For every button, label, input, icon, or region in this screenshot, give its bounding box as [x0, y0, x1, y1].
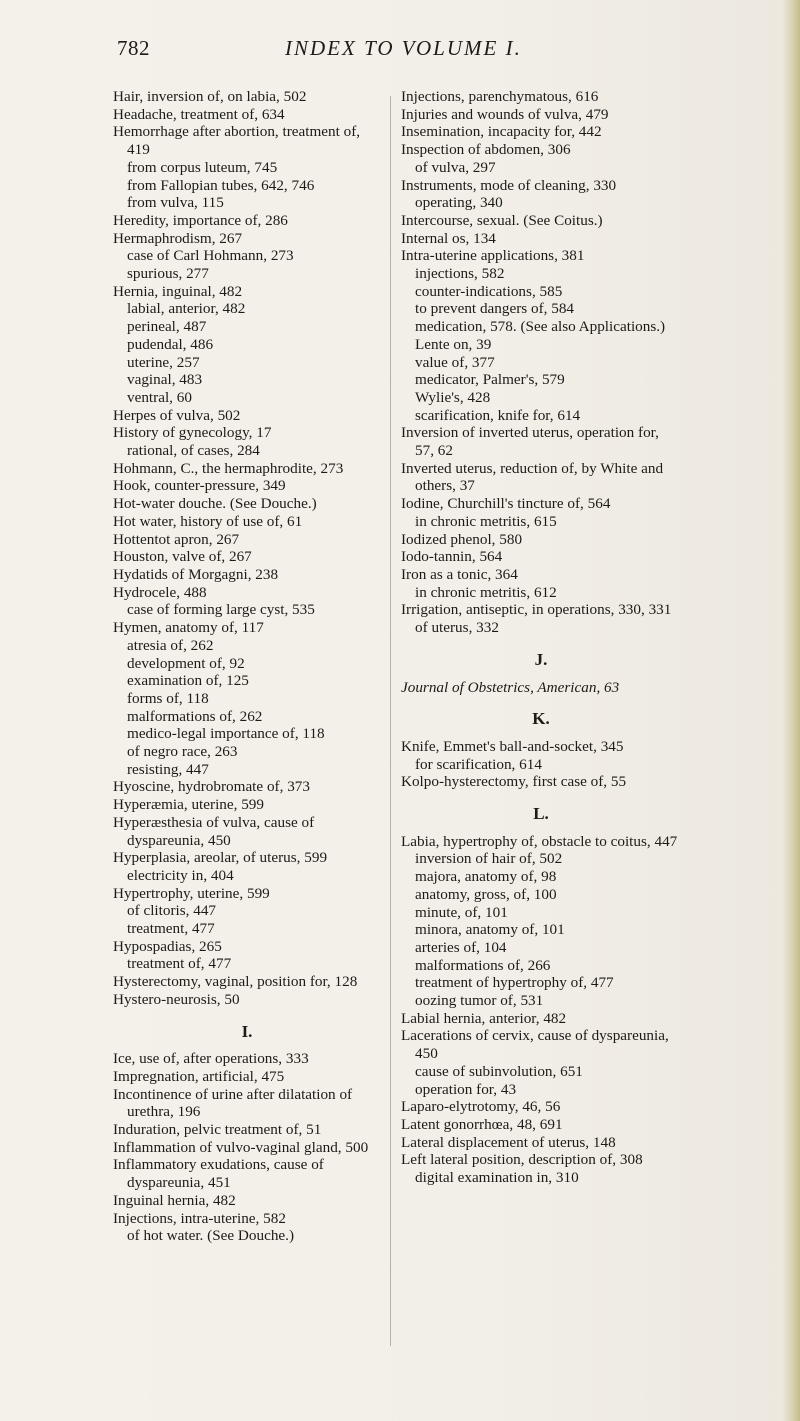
index-entry: Inflammation of vulvo-vaginal gland, 500	[113, 1138, 369, 1156]
index-subentry: in chronic metritis, 612	[415, 583, 557, 601]
index-entry: Hydatids of Morgagni, 238	[113, 565, 279, 583]
index-entry: Herpes of vulva, 502	[113, 406, 241, 424]
index-subentry: cause of subinvolution, 651	[415, 1062, 583, 1080]
index-entry: History of gynecology, 17	[113, 424, 272, 442]
index-entry: Knife, Emmet's ball-and-socket, 345	[401, 737, 624, 755]
index-entry: Insemination, incapacity for, 442	[401, 123, 602, 141]
index-entry: Hottentot apron, 267	[113, 530, 240, 548]
index-subentry: operation for, 43	[415, 1080, 517, 1098]
index-entry: Inversion of inverted uterus, operation for, 57, 62	[401, 424, 659, 460]
index-entry: Incontinence of urine after dilatation of urethra, 196	[113, 1085, 353, 1121]
index-subentry: to prevent dangers of, 584	[415, 300, 575, 318]
index-entry: Hypospadias, 265	[113, 937, 222, 955]
index-entry: Hyperæmia, uterine, 599	[113, 796, 264, 814]
index-entry: Hernia, inguinal, 482	[113, 282, 243, 300]
index-entry: Hyperæsthesia of vulva, cause of dyspareunia, 450	[113, 813, 315, 849]
index-entry: Internal os, 134	[401, 229, 496, 247]
index-entry: Hymen, anatomy of, 117	[113, 619, 264, 637]
section-letter: L.	[533, 804, 549, 824]
index-subentry: uterine, 257	[127, 353, 200, 371]
index-subentry: from Fallopian tubes, 642, 746	[127, 176, 315, 194]
page-header	[117, 36, 737, 72]
index-subentry: in chronic metritis, 615	[415, 512, 557, 530]
index-entry: Instruments, mode of cleaning, 330	[401, 176, 617, 194]
index-entry: Labial hernia, anterior, 482	[401, 1009, 567, 1027]
index-subentry: treatment of hypertrophy of, 477	[415, 974, 614, 992]
index-entry: Injections, parenchymatous, 616	[401, 88, 599, 105]
index-entry: Inflammatory exudations, cause of dyspareunia, 451	[113, 1156, 324, 1192]
index-entry: Hair, inversion of, on labia, 502	[113, 88, 307, 105]
index-subentry: development of, 92	[127, 654, 245, 672]
index-subentry: pudendal, 486	[127, 335, 214, 353]
index-subentry: resisting, 447	[127, 760, 209, 778]
index-subentry: from corpus luteum, 745	[127, 158, 278, 176]
index-entry: Inguinal hernia, 482	[113, 1191, 236, 1209]
section-letter: K.	[532, 709, 550, 729]
column-divider	[390, 96, 391, 1346]
index-subentry: forms of, 118	[127, 689, 209, 707]
index-entry: Iodo-tannin, 564	[401, 548, 503, 566]
index-subentry: from vulva, 115	[127, 194, 224, 212]
index-subentry: arteries of, 104	[415, 938, 507, 956]
index-subentry: labial, anterior, 482	[127, 300, 246, 318]
index-subentry: medicator, Palmer's, 579	[415, 371, 565, 389]
index-entry: Hot water, history of use of, 61	[113, 512, 303, 530]
index-subentry: minute, of, 101	[415, 903, 508, 921]
index-subentry: operating, 340	[415, 194, 503, 212]
index-subentry: value of, 377	[415, 353, 495, 371]
index-subentry: atresia of, 262	[127, 636, 214, 654]
index-column-left	[113, 88, 381, 1245]
index-subentry: rational, of cases, 284	[127, 442, 260, 460]
index-subentry: Wylie's, 428	[415, 388, 491, 406]
index-entry: Labia, hypertrophy of, obstacle to coitus, 447	[401, 832, 678, 850]
index-subentry: electricity in, 404	[127, 866, 234, 884]
index-subentry: of hot water. (See Douche.)	[127, 1227, 295, 1245]
index-entry: Irrigation, antiseptic, in operations, 330, 331	[401, 601, 672, 619]
index-entry: Hypertrophy, uterine, 599	[113, 884, 270, 902]
index-entry: Houston, valve of, 267	[113, 548, 252, 566]
index-subentry: minora, anatomy of, 101	[415, 921, 565, 939]
index-entry: Hydrocele, 488	[113, 583, 207, 601]
index-subentry: digital examination in, 310	[415, 1169, 579, 1187]
index-subentry: Lente on, 39	[415, 335, 492, 353]
index-subentry: majora, anatomy of, 98	[415, 868, 557, 886]
index-entry: Intercourse, sexual. (See Coitus.)	[401, 211, 603, 229]
index-entry: Latent gonorrhœa, 48, 691	[401, 1115, 563, 1133]
index-entry: Injuries and wounds of vulva, 479	[401, 105, 609, 123]
index-entry: Intra-uterine applications, 381	[401, 247, 585, 265]
index-entry: Hermaphrodism, 267	[113, 229, 243, 247]
index-subentry: oozing tumor of, 531	[415, 992, 544, 1010]
index-subentry: of uterus, 332	[415, 619, 499, 637]
index-entry: Kolpo-hysterectomy, first case of, 55	[401, 773, 627, 791]
index-subentry: medico-legal importance of, 118	[127, 725, 325, 743]
index-subentry: malformations of, 262	[127, 707, 263, 725]
index-entry: Laparo-elytrotomy, 46, 56	[401, 1098, 561, 1116]
page-edge	[782, 0, 800, 1421]
index-entry: Journal of Obstetrics, American, 63	[401, 678, 620, 696]
index-entry: Hyperplasia, areolar, of uterus, 599	[113, 849, 328, 867]
index-entry: Lacerations of cervix, cause of dyspareunia, 450	[401, 1027, 669, 1063]
index-subentry: of vulva, 297	[415, 158, 496, 176]
index-subentry: of negro race, 263	[127, 743, 238, 761]
index-subentry: case of Carl Hohmann, 273	[127, 247, 294, 265]
index-entry: Hystero-neurosis, 50	[113, 990, 240, 1008]
index-entry: Hysterectomy, vaginal, position for, 128	[113, 973, 358, 991]
index-entry: Inspection of abdomen, 306	[401, 141, 571, 159]
index-subentry: for scarification, 614	[415, 755, 542, 773]
index-entry: Hyoscine, hydrobromate of, 373	[113, 778, 310, 796]
index-entry: Hemorrhage after abortion, treatment of, 419	[113, 123, 361, 159]
index-entry: Headache, treatment of, 634	[113, 105, 285, 123]
index-subentry: counter-indications, 585	[415, 282, 563, 300]
index-subentry: vaginal, 483	[127, 371, 203, 389]
index-entry: Left lateral position, description of, 308	[401, 1151, 643, 1169]
running-head: INDEX TO VOLUME I.	[285, 36, 522, 60]
index-subentry: scarification, knife for, 614	[415, 406, 581, 424]
index-subentry: perineal, 487	[127, 318, 207, 336]
index-entry: Induration, pelvic treatment of, 51	[113, 1121, 322, 1139]
index-entry: Iodine, Churchill's tincture of, 564	[401, 495, 611, 513]
index-subentry: spurious, 277	[127, 265, 209, 283]
index-subentry: treatment of, 477	[127, 955, 232, 973]
index-subentry: anatomy, gross, of, 100	[415, 885, 557, 903]
index-subentry: of clitoris, 447	[127, 902, 217, 920]
page-number: 782	[117, 36, 150, 60]
index-column-right	[401, 88, 681, 1187]
index-subentry: injections, 582	[415, 265, 505, 283]
index-entry: Injections, intra-uterine, 582	[113, 1209, 286, 1227]
index-subentry: treatment, 477	[127, 920, 215, 938]
index-entry: Heredity, importance of, 286	[113, 211, 288, 229]
index-entry: Iodized phenol, 580	[401, 530, 523, 548]
index-subentry: medication, 578. (See also Applications.)	[415, 318, 666, 336]
index-entry: Hohmann, C., the hermaphrodite, 273	[113, 459, 344, 477]
index-subentry: malformations of, 266	[415, 956, 551, 974]
index-entry: Impregnation, artificial, 475	[113, 1067, 285, 1085]
index-subentry: case of forming large cyst, 535	[127, 601, 315, 619]
index-entry: Lateral displacement of uterus, 148	[401, 1133, 616, 1151]
index-subentry: inversion of hair of, 502	[415, 850, 563, 868]
index-entry: Ice, use of, after operations, 333	[113, 1050, 309, 1068]
index-subentry: ventral, 60	[127, 388, 192, 406]
index-entry: Hook, counter-pressure, 349	[113, 477, 286, 495]
index-entry: Hot-water douche. (See Douche.)	[113, 495, 317, 513]
index-subentry: examination of, 125	[127, 672, 249, 690]
index-entry: Iron as a tonic, 364	[401, 565, 518, 583]
index-entry: Inverted uterus, reduction of, by White and others, 37	[401, 459, 664, 495]
section-letter: J.	[534, 649, 548, 669]
section-letter: I.	[241, 1021, 253, 1041]
